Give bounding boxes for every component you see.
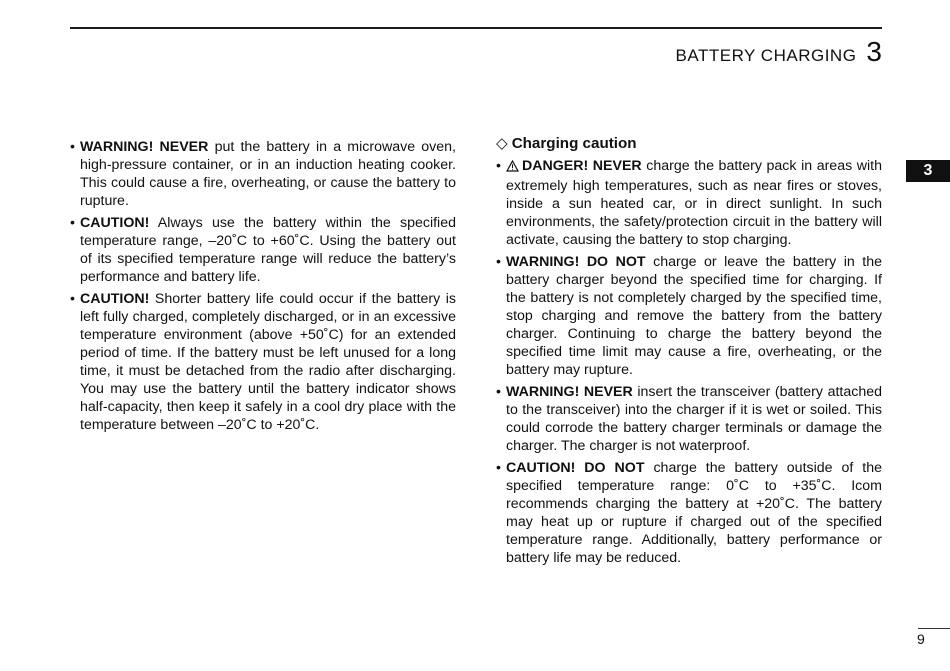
bullet-text: insert the transceiver (battery attached to the transceiver) into the charger if it is wet or soiled. This could corrode the battery charger terminals or damage the charger. The charger is not waterproof. [506, 384, 882, 454]
warning-bullet: • WARNING! NEVER put the battery in a microwave oven, high-pressure container, or in an induction heating cooker. This could cause a fire, overheating, or cause the battery to rupture. [70, 139, 456, 209]
bullet-lead: CAUTION! DO NOT [506, 460, 645, 476]
right-column [496, 135, 882, 571]
bullet-text: charge the battery pack in areas with extremely high temperatures, such as near fires or stoves, inside a sun heated car, or in direct sunlight. In such environments, the safety/protection circuit in the battery will activate, causing the battery to stop charging. [506, 158, 882, 248]
page-header [676, 36, 882, 68]
caution-bullet: • CAUTION! DO NOT charge the battery outside of the specified temperature range: 0˚C to +35˚C. Icom recommends charging the battery at +20˚C. The battery may heat up or rupture if charged out of the specified temperature range. Additionally, battery performance or battery life may be reduced. [496, 460, 883, 566]
bullet-lead: CAUTION! [80, 215, 150, 231]
bullet-text: put the battery in a microwave oven, high-pressure container, or in an induction heating cooker. This could cause a fire, overheating, or cause the battery to rupture. [80, 139, 456, 209]
danger-bullet: • DANGER! NEVER charge the battery pack in areas with extremely high temperatures, such as near fires or stoves, inside a sun heated car, or in direct sunlight. In such environments, the safety/protection circuit in the battery will activate, causing the battery to stop charging. [496, 158, 882, 248]
bullet-lead: WARNING! NEVER [506, 384, 633, 400]
caution-bullet: • CAUTION! Always use the battery within the specified temperature range, –20˚C to +60˚C. Using the battery out of its specified temperature range will reduce the battery’s performance and battery life. [70, 215, 456, 285]
bullet-text: charge the battery outside of the specified temperature range: 0˚C to +35˚C. Icom recommends charging the battery at +20˚C. The battery may heat up or rupture if charged out of the specified temperature range. Additionally, battery performance or battery life may be reduced. [506, 460, 883, 566]
bullet-text: Always use the battery within the specified temperature range, –20˚C to +60˚C. Using the battery out of its specified temperature range will reduce the battery’s performance and battery life. [80, 215, 456, 285]
bullet-lead: CAUTION! [80, 291, 150, 307]
footer-rule [918, 628, 950, 629]
left-column [70, 138, 456, 438]
bullet-lead: DANGER! NEVER [522, 158, 642, 174]
warning-bullet: • WARNING! DO NOT charge or leave the battery in the battery charger beyond the specified time for charging. If the battery is not completely charged by the specified time, stop charging and remove the battery from the battery charger. Continuing to charge the battery beyond the specified time limit may cause a fire, overheating, or the battery may rupture. [496, 254, 883, 378]
header-title: BATTERY CHARGING [675, 46, 857, 65]
bullet-text: charge or leave the battery in the battery charger beyond the specified time for charging. If the battery is not completely charged by the specified time, stop charging and remove the battery from the battery charger. Continuing to charge the battery beyond the specified time limit may cause a fire, overheating, or the battery may rupture. [506, 254, 883, 378]
section-heading [496, 135, 882, 153]
bullet-text: Shorter battery life could occur if the battery is left fully charged, completely discharged, or in an excessive temperature environment (above +50˚C) for an extended period of time. If the battery must be left unused for a long time, it must be detached from the radio after discharging. You may use the battery until the battery indicator shows half-capacity, then keep it safely in a cool dry place with the temperature between –20˚C to +20˚C. [80, 291, 456, 433]
chapter-tab: 3 [906, 160, 950, 182]
section-title: Charging caution [511, 135, 637, 152]
header-rule [70, 27, 882, 29]
bullet-lead: WARNING! NEVER [80, 139, 209, 155]
warning-triangle-icon [506, 159, 519, 177]
caution-bullet: • CAUTION! Shorter battery life could occur if the battery is left fully charged, completely discharged, or in an excessive temperature environment (above +50˚C) for an extended period of time. If the battery must be left unused for a long time, it must be detached from the radio after discharging. You may use the battery until the battery indicator shows half-capacity, then keep it safely in a cool dry place with the temperature between –20˚C to +20˚C. [70, 291, 456, 433]
warning-bullet: • WARNING! NEVER insert the transceiver (battery attached to the transceiver) into the charger if it is wet or soiled. This could corrode the battery charger terminals or damage the charger. The charger is not waterproof. [496, 384, 882, 454]
chapter-number: 3 [866, 36, 882, 67]
page-number: 9 [917, 631, 925, 647]
diamond-icon: ◇ [496, 135, 508, 152]
bullet-lead: WARNING! DO NOT [506, 254, 646, 270]
